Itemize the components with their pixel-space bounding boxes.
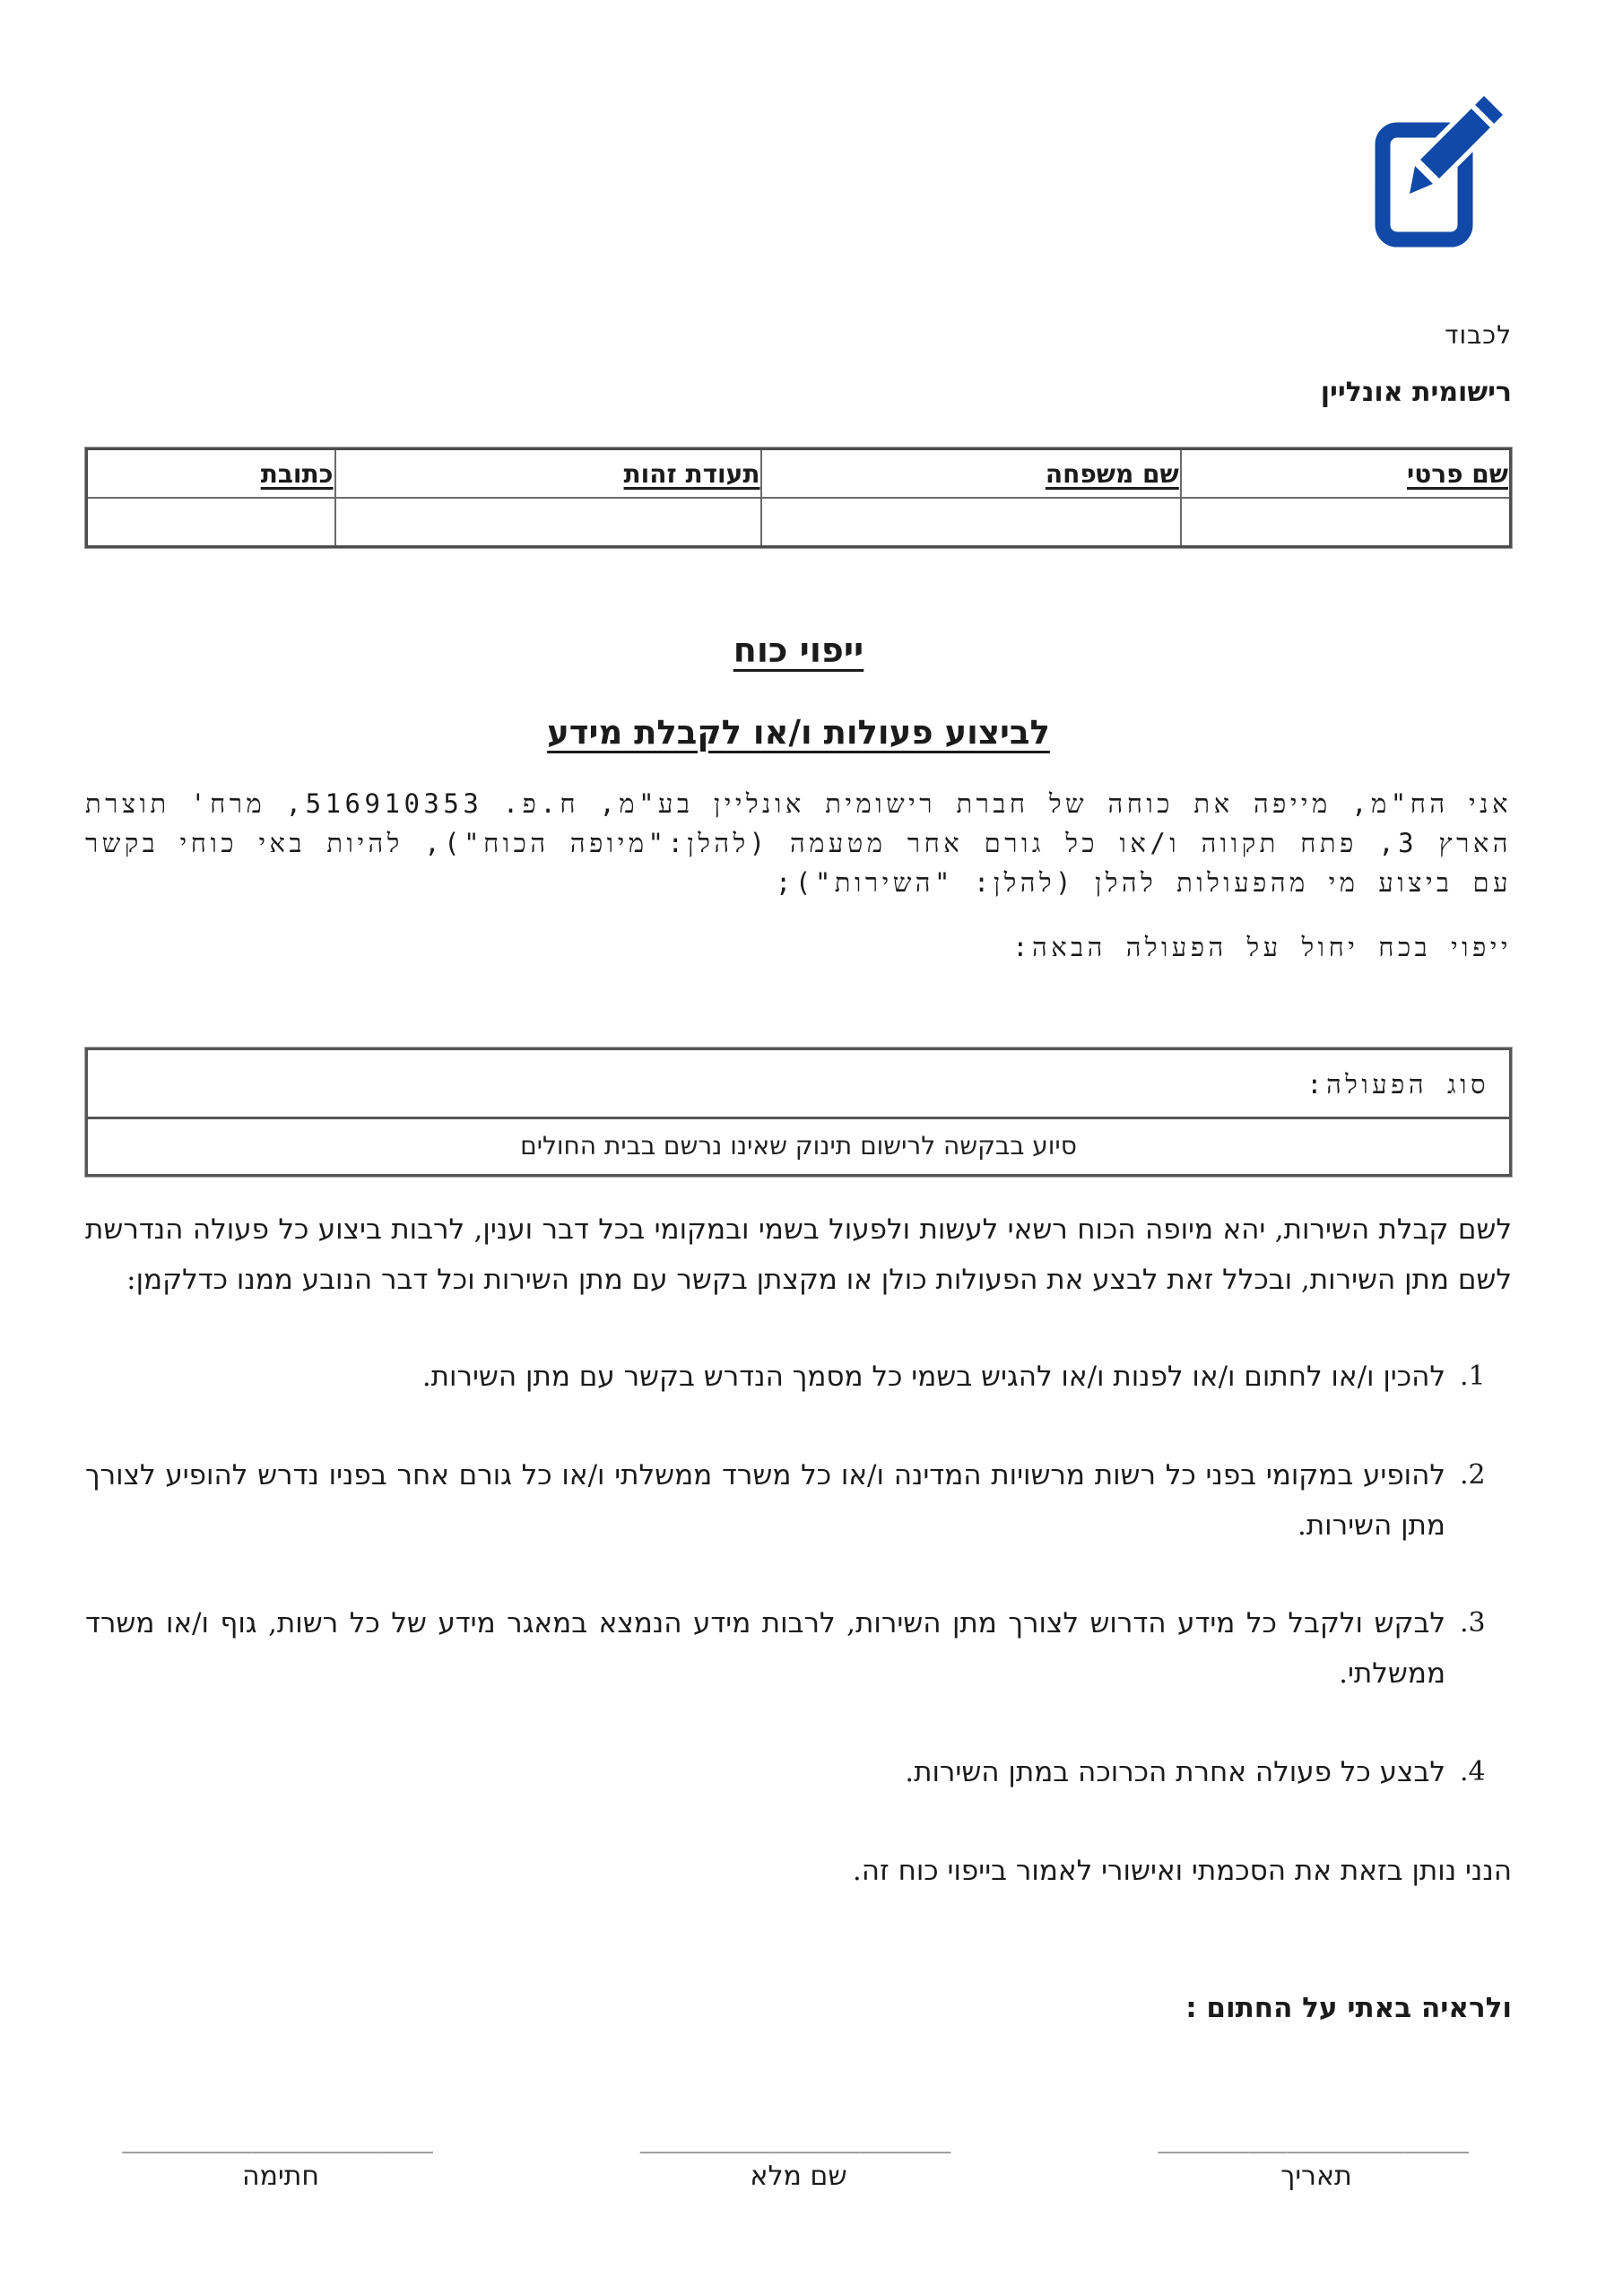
signature-field-full-name xyxy=(639,2127,951,2192)
recipient-prefix: לכבוד xyxy=(1445,320,1512,350)
signature-row xyxy=(85,2127,1512,2192)
intro-paragraph: אני הח"מ, מייפה את כוחה של חברת רישומית אונליין בע"מ, ח.פ. 516910353, מרח' תוצרת הארץ 3, פתח תקווה ו/או כל גורם אחר מטעמה (להלן:"מיופה הכוח"), להיות באי כוחי בקשר עם ביצוע מי מהפעולות להלן (להלן: "השירות"); xyxy=(85,788,1512,899)
authorization-paragraph: לשם קבלת השירות, יהא מיופה הכוח רשאי לעשות ולפעול בשמי ובמקומי בכל דבר וענין, לרבות ביצוע כל פעולה הנדרשת לשם מתן השירות, ובכלל זאת לבצע את הפעולות כולן או מקצתן בקשר עם מתן השירות וכל דבר הנובע ממנו כדלקמן: xyxy=(85,1213,1512,1297)
list-item-text: להופיע במקומי בפני כל רשות מרשויות המדינה ו/או כל משרד ממשלתי ו/או כל גורם אחר בפניו נדרש להופיע לצורך מתן השירות. xyxy=(85,1458,1445,1542)
action-type-label: סוג הפעולה: xyxy=(88,1050,1509,1119)
header-id-number: תעודת זהות xyxy=(335,449,762,499)
header-first-name: שם פרטי xyxy=(1181,449,1511,499)
list-item-text: לבקש ולקבל כל מידע הדרוש לצורך מתן השירות, לרבות מידע הנמצא במאגר מידע של כל רשות, גוף ו/או משרד ממשלתי. xyxy=(85,1607,1445,1691)
applies-line: ייפוי בכח יחול על הפעולה הבאה: xyxy=(1012,932,1512,963)
signature-label-signature: חתימה xyxy=(241,2160,319,2192)
list-item-number: 3. xyxy=(1460,1607,1486,1639)
action-type-box xyxy=(85,1048,1512,1177)
signature-line: ________________________ xyxy=(122,2127,433,2153)
cell-last-name xyxy=(761,498,1180,547)
signature-label-full-name: שם מלא xyxy=(750,2160,847,2192)
document-title: ייפוי כוח xyxy=(733,631,864,670)
cell-first-name xyxy=(1181,498,1511,547)
list-item-number: 1. xyxy=(1460,1360,1486,1392)
document-subtitle: לביצוע פעולות ו/או לקבלת מידע xyxy=(547,713,1050,752)
header-address: כתובת xyxy=(87,449,335,499)
signature-line: ________________________ xyxy=(1158,2127,1469,2153)
consent-line: הנני נותן בזאת את הסכמתי ואישורי לאמור בייפוי כוח זה. xyxy=(852,1854,1512,1887)
witness-line: ולראיה באתי על החתום : xyxy=(1185,1991,1512,2024)
cell-id-number xyxy=(335,498,762,547)
list-item-text: להכין ו/או לחתום ו/או לפנות ו/או להגיש בשמי כל מסמך הנדרש בקשר עם מתן השירות. xyxy=(421,1360,1445,1393)
signature-field-date xyxy=(1158,2127,1469,2192)
signature-field-signature xyxy=(122,2127,433,2192)
list-item xyxy=(85,1451,1512,1552)
signature-label-date: תאריך xyxy=(1280,2160,1352,2192)
list-item xyxy=(85,1748,1512,1798)
action-type-value: סיוע בבקשה לרישום תינוק שאינו נרשם בבית החולים xyxy=(520,1131,1077,1161)
parties-table-header-row xyxy=(87,449,1511,499)
list-item-text: לבצע כל פעולה אחרת הכרוכה במתן השירות. xyxy=(905,1755,1445,1788)
header-last-name: שם משפחה xyxy=(761,449,1180,499)
list-item-number: 4. xyxy=(1460,1755,1486,1787)
logo-container xyxy=(85,0,1512,250)
recipient-name: רישומית אונליין xyxy=(1320,377,1512,408)
parties-table xyxy=(85,448,1512,548)
list-item xyxy=(85,1352,1512,1403)
list-item-number: 2. xyxy=(1460,1458,1486,1491)
signature-line: ________________________ xyxy=(639,2127,951,2153)
actions-list xyxy=(85,1352,1512,1798)
cell-address xyxy=(87,498,335,547)
parties-table-empty-row xyxy=(87,498,1511,547)
pencil-edit-icon xyxy=(1370,92,1506,250)
list-item xyxy=(85,1599,1512,1700)
